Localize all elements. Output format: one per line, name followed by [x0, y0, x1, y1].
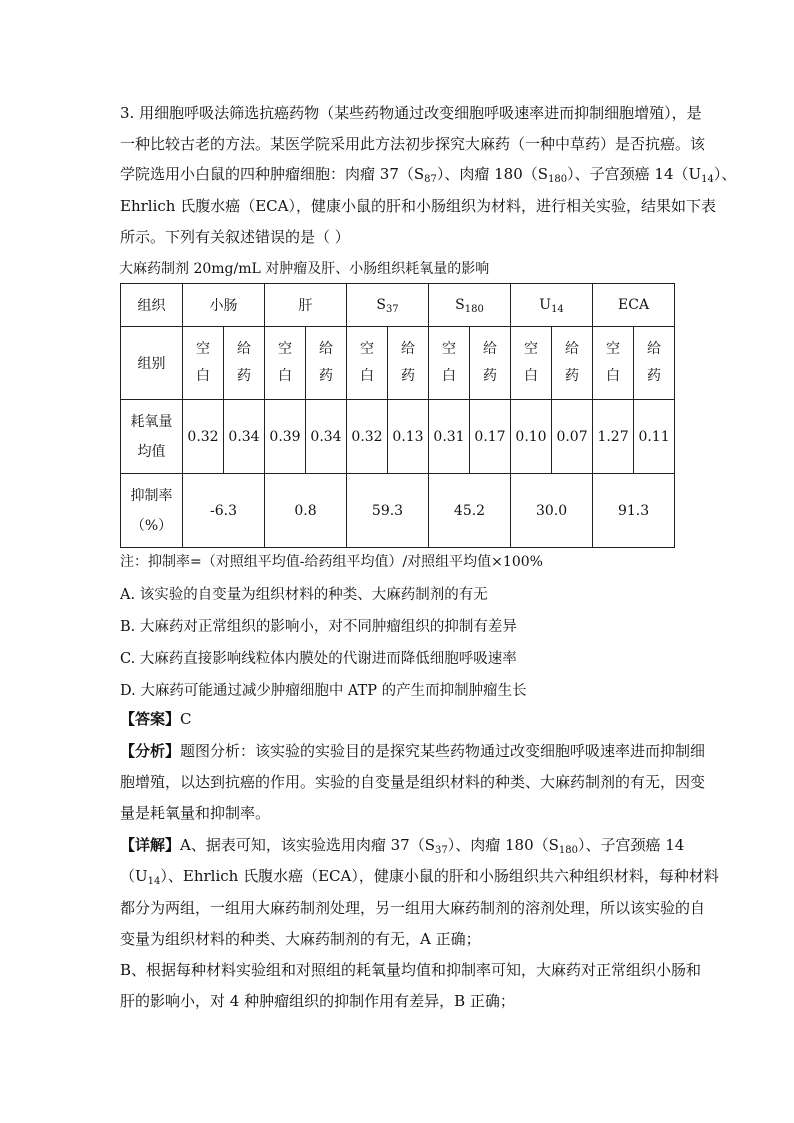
subgroup-drug: 给 药: [634, 327, 675, 400]
subgroup-drug: 给 药: [388, 327, 429, 400]
table-cell: 1.27: [593, 400, 634, 474]
table-caption: 大麻药制剂 20mg/mL 对肿瘤及肝、小肠组织耗氧量的影响: [119, 261, 490, 277]
table-cell: -6.3: [183, 474, 265, 548]
subgroup-blank: 空 白: [183, 327, 224, 400]
table-cell: 0.8: [265, 474, 347, 548]
table-inhibition-row: [121, 474, 675, 548]
answer-value: C: [180, 710, 192, 728]
detail-line-1: 【详解】A、据表可知，该实验选用肉瘤 $37(S_{37})$、肉瘤 $180(S_{180})$、子宫颈癌 14: [120, 836, 685, 856]
analysis-line-1: 【分析】题图分析：该实验的实验目的是探究某些药物通过改变细胞呼吸速率进而抑制细: [120, 742, 706, 760]
question-line-2: 一种比较古老的方法。某医学院采用此方法初步探究大麻药（一种中草药）是否抗癌。该: [120, 135, 706, 153]
subgroup-blank: 空 白: [347, 327, 388, 400]
table-cell: 0.31: [429, 400, 470, 474]
group-header-u14: $U_{14}$: [511, 284, 593, 327]
table-cell: 0.34: [306, 400, 347, 474]
subgroup-drug: 给 药: [470, 327, 511, 400]
table-cell: 59.3: [347, 474, 429, 548]
group-header-eca: ECA: [593, 284, 675, 327]
detail-tag: 【详解】: [120, 836, 181, 854]
detail-line-2: $(U_{14})$、Ehrlich 氏腹水癌（ECA），健康小鼠的肝和小肠组织共六种组织材料，每种材料: [120, 867, 719, 887]
group-header-s180: $S_{180}$: [429, 284, 511, 327]
table-cell: 0.11: [634, 400, 675, 474]
table-cell: 0.07: [552, 400, 593, 474]
detail-line-6: 肝的影响小，对 4 种肿瘤组织的抑制作用有差异，B 正确；: [120, 992, 515, 1010]
detail-line-4: 变量为组织材料的种类、大麻药制剂的有无，A 正确；: [120, 930, 481, 948]
table-cell: 0.13: [388, 400, 429, 474]
table-cell: 91.3: [593, 474, 675, 548]
table-cell: 0.34: [224, 400, 265, 474]
analysis-tag: 【分析】: [120, 742, 181, 760]
detail-line-3: 都分为两组，一组用大麻药制剂处理，另一组用大麻药制剂的溶剂处理，所以该实验的自: [120, 899, 706, 917]
header-label-group: 组别: [121, 327, 183, 400]
option-b: B. 大麻药对正常组织的影响小，对不同肿瘤组织的抑制有差异: [120, 619, 517, 635]
table-cell: 0.17: [470, 400, 511, 474]
subgroup-drug: 给 药: [224, 327, 265, 400]
subgroup-drug: 给 药: [306, 327, 347, 400]
option-c: C. 大麻药直接影响线粒体内膜处的代谢进而降低细胞呼吸速率: [120, 651, 517, 667]
subgroup-drug: 给 药: [552, 327, 593, 400]
option-a: A. 该实验的自变量为组织材料的种类、大麻药制剂的有无: [120, 587, 488, 603]
table-header-row: [121, 284, 675, 327]
header-label-tissue: 组织: [121, 284, 183, 327]
subgroup-blank: 空 白: [511, 327, 552, 400]
table-cell: 0.39: [265, 400, 306, 474]
option-d: D. 大麻药可能通过减少肿瘤细胞中 ATP 的产生而抑制肿瘤生长: [120, 683, 527, 699]
table-cell: 30.0: [511, 474, 593, 548]
analysis-line-2: 胞增殖，以达到抗癌的作用。实验的自变量是组织材料的种类、大麻药制剂的有无，因变: [120, 773, 706, 791]
table-subgroup-row: [121, 327, 675, 400]
subgroup-blank: 空 白: [593, 327, 634, 400]
detail-line-5: B、根据每种材料实验组和对照组的耗氧量均值和抑制率可知，大麻药对正常组织小肠和: [120, 961, 702, 979]
table-cell: 45.2: [429, 474, 511, 548]
table-cell: 0.32: [347, 400, 388, 474]
table-oxygen-row: [121, 400, 675, 474]
question-line-1: 3. 用细胞呼吸法筛选抗癌药物（某些药物通过改变细胞呼吸速率进而抑制细胞增殖），是: [120, 104, 702, 122]
subgroup-blank: 空 白: [265, 327, 306, 400]
group-header-liver: 肝: [265, 284, 347, 327]
analysis-line-3: 量是耗氧量和抑制率。: [120, 804, 271, 822]
group-header-s37: $S_{37}$: [347, 284, 429, 327]
question-line-3: 学院选用小白鼠的四种肿瘤细胞：肉瘤 $37(S_{87})$、肉瘤 $180(S_{180})$、子宫颈癌 $14(U_{14})$、: [120, 165, 737, 185]
table-cell: 0.10: [511, 400, 552, 474]
question-line-5: 所示。下列有关叙述错误的是（ ）: [120, 228, 350, 246]
header-label-inhibition: 抑制率 （%）: [121, 474, 183, 548]
subgroup-blank: 空 白: [429, 327, 470, 400]
table-note: 注：抑制率=（对照组平均值-给药组平均值）/对照组平均值×100%: [120, 554, 543, 570]
answer-tag: 【答案】: [120, 710, 181, 728]
answer-line: [120, 709, 192, 729]
group-header-small-intestine: 小肠: [183, 284, 265, 327]
header-label-oxygen: 耗氧量 均值: [121, 400, 183, 474]
results-table: [120, 283, 675, 548]
table-cell: 0.32: [183, 400, 224, 474]
question-line-4: Ehrlich 氏腹水癌（ECA），健康小鼠的肝和小肠组织为材料，进行相关实验，结果如下表: [120, 197, 716, 215]
